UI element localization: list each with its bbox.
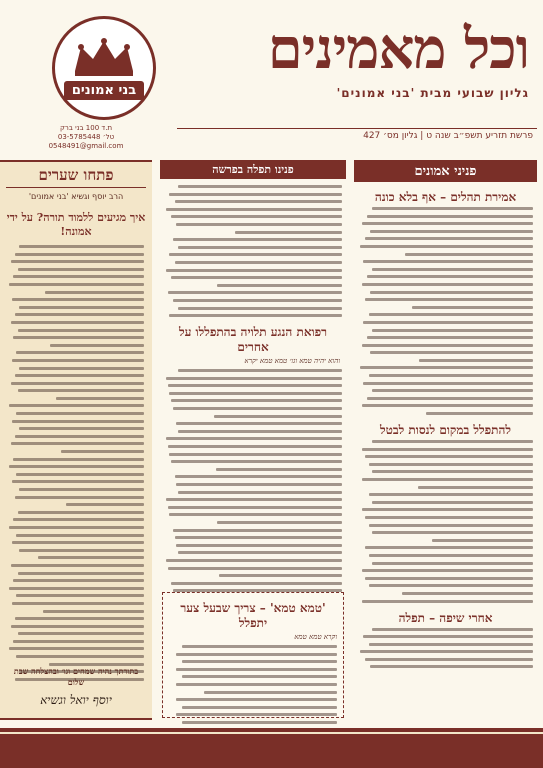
text-line <box>171 276 342 279</box>
text-line <box>369 524 534 527</box>
text-line <box>419 359 533 362</box>
right-column <box>354 160 537 720</box>
text-line <box>12 602 144 605</box>
text-line <box>217 284 342 287</box>
text-line <box>178 430 342 433</box>
text-line <box>367 397 533 400</box>
text-line <box>15 374 144 377</box>
center-section-2-quote: וקרא טמא טמא <box>294 633 337 641</box>
text-line <box>166 269 342 272</box>
text-line <box>372 531 533 534</box>
text-line <box>168 567 342 570</box>
text-line <box>166 377 342 380</box>
text-line <box>235 231 342 234</box>
center-boxed-section <box>162 592 344 718</box>
text-line <box>16 655 144 658</box>
text-line <box>9 587 144 590</box>
text-line <box>365 237 533 240</box>
text-line <box>182 706 337 709</box>
text-line <box>360 245 533 248</box>
text-line <box>363 321 533 324</box>
text-line <box>166 559 342 562</box>
text-line <box>367 275 533 278</box>
text-line <box>18 632 144 635</box>
text-line <box>178 491 342 494</box>
text-line <box>432 539 534 542</box>
text-line <box>369 493 534 496</box>
text-line <box>426 412 533 415</box>
text-line <box>11 564 144 567</box>
sidebar-body-text <box>8 245 144 681</box>
text-line <box>16 351 144 354</box>
text-line <box>61 450 144 453</box>
text-line <box>178 246 342 249</box>
text-line <box>176 668 337 671</box>
text-line <box>15 496 144 499</box>
text-line <box>166 437 342 440</box>
sidebar-title: פתחו שערים <box>6 162 146 188</box>
text-line <box>365 546 533 549</box>
text-line <box>402 592 533 595</box>
text-line <box>204 691 337 694</box>
center-section-1-title: רפואת הנגע תלויה בהתפללו על אחרים <box>178 325 328 355</box>
text-line <box>175 536 342 539</box>
text-line <box>13 640 144 643</box>
title-block <box>169 18 529 100</box>
text-line <box>362 404 534 407</box>
text-line <box>13 275 144 278</box>
text-line <box>12 359 144 362</box>
right-section-2-title: להתפלל במקום לנסות לבטל <box>380 423 511 438</box>
text-line <box>178 185 342 188</box>
text-line <box>173 299 342 302</box>
text-line <box>11 625 144 628</box>
text-line <box>369 463 534 466</box>
text-line <box>365 516 533 519</box>
text-line <box>178 307 342 310</box>
text-line <box>12 420 144 423</box>
text-line <box>9 647 144 650</box>
text-line <box>175 475 342 478</box>
text-line <box>38 556 144 559</box>
text-line <box>176 544 342 547</box>
text-line <box>372 628 533 631</box>
text-line <box>369 643 534 646</box>
text-line <box>370 351 533 354</box>
right-heading: פניני אמונים <box>354 160 537 182</box>
text-line <box>18 389 144 392</box>
text-line <box>217 521 342 524</box>
text-line <box>405 253 533 256</box>
text-line <box>176 653 337 656</box>
text-line <box>168 384 342 387</box>
text-line <box>9 283 144 286</box>
text-line <box>362 448 534 451</box>
text-line <box>13 458 144 461</box>
text-line <box>369 313 534 316</box>
text-line <box>19 488 144 491</box>
sidebar-question: איך מגיעים ללמוד תורה? על ידי אמונה! <box>6 211 146 238</box>
text-line <box>178 369 342 372</box>
text-line <box>365 455 533 458</box>
text-line <box>418 486 534 489</box>
text-line <box>16 412 144 415</box>
logo-text: בני אמונים <box>64 81 144 100</box>
crown-icon <box>71 37 137 77</box>
masthead <box>0 0 543 152</box>
center-heading: פנינו תפלה בפרשה <box>160 160 346 179</box>
contact-email: 0548491@gmail.com <box>48 142 124 150</box>
text-line <box>166 498 342 501</box>
text-line <box>362 478 534 481</box>
text-line <box>182 675 337 678</box>
text-line <box>360 366 533 369</box>
text-line <box>369 374 534 377</box>
sidebar-closing: בתורתך נהיה שמחים וגו׳ ובהצלחה שבת שלום <box>13 666 139 687</box>
footer-band <box>0 728 543 768</box>
text-line <box>362 600 534 603</box>
text-line <box>15 313 144 316</box>
center-section-2-title: 'טמא טמא' – צריך שבעל צער יתפלל <box>180 601 326 630</box>
text-line <box>412 306 533 309</box>
text-line <box>56 397 144 400</box>
text-line <box>363 635 533 638</box>
text-line <box>16 473 144 476</box>
text-line <box>18 572 144 575</box>
right-section-2-text <box>358 440 533 602</box>
text-line <box>372 562 533 565</box>
text-line <box>363 260 533 263</box>
text-line <box>12 541 144 544</box>
text-line <box>372 470 533 473</box>
text-line <box>13 336 144 339</box>
text-line <box>176 698 337 701</box>
text-line <box>12 298 144 301</box>
text-line <box>168 506 342 509</box>
text-line <box>175 200 342 203</box>
text-line <box>182 660 337 663</box>
text-line <box>50 344 144 347</box>
text-line <box>11 321 144 324</box>
text-line <box>372 268 533 271</box>
text-line <box>11 260 144 263</box>
text-line <box>15 617 144 620</box>
center-intro-text <box>164 185 342 317</box>
text-line <box>362 508 534 511</box>
text-line <box>12 480 144 483</box>
text-line <box>219 574 342 577</box>
text-line <box>182 721 337 724</box>
text-line <box>11 442 144 445</box>
text-line <box>370 230 533 233</box>
sidebar-byline: הרב יוסף וגשיא 'בני אמונים' <box>28 192 124 201</box>
text-line <box>171 215 342 218</box>
text-line <box>169 453 342 456</box>
text-line <box>360 650 533 653</box>
text-line <box>9 465 144 468</box>
text-line <box>11 382 144 385</box>
text-line <box>171 399 342 402</box>
text-line <box>173 529 342 532</box>
page-title: וכל מאמינים <box>267 16 529 82</box>
right-section-3-text <box>358 628 533 669</box>
text-line <box>19 427 144 430</box>
text-line <box>18 329 144 332</box>
text-line <box>168 291 342 294</box>
text-line <box>370 665 533 668</box>
text-line <box>173 407 342 410</box>
text-line <box>13 579 144 582</box>
text-line <box>45 291 144 294</box>
text-line <box>176 483 342 486</box>
text-line <box>362 569 534 572</box>
text-line <box>43 610 144 613</box>
text-line <box>372 440 533 443</box>
text-line <box>169 513 342 516</box>
text-line <box>9 526 144 529</box>
text-line <box>169 253 342 256</box>
text-line <box>171 582 342 585</box>
text-line <box>169 392 342 395</box>
text-line <box>171 460 342 463</box>
text-line <box>18 268 144 271</box>
footer-strip <box>0 732 543 734</box>
text-line <box>176 713 337 716</box>
contact-info <box>6 124 166 151</box>
text-line <box>19 549 144 552</box>
text-line <box>178 551 342 554</box>
text-line <box>363 382 533 385</box>
text-line <box>175 261 342 264</box>
text-line <box>176 422 342 425</box>
text-line <box>372 389 533 392</box>
text-line <box>18 511 144 514</box>
text-line <box>182 645 337 648</box>
text-line <box>176 683 337 686</box>
text-line <box>19 245 144 248</box>
text-line <box>16 534 144 537</box>
issue-info: פרשת תזריע תשפ״ב שנה ט | גליון מס׳ 427 <box>177 128 537 144</box>
text-line <box>19 306 144 309</box>
page-subtitle: גליון שבועי מבית 'בני אמונים' <box>336 86 529 100</box>
text-line <box>19 367 144 370</box>
text-line <box>367 336 533 339</box>
text-line <box>16 594 144 597</box>
text-line <box>15 253 144 256</box>
text-line <box>362 344 534 347</box>
text-line <box>168 445 342 448</box>
text-line <box>176 223 342 226</box>
text-line <box>372 207 533 210</box>
text-line <box>13 518 144 521</box>
text-line <box>169 193 342 196</box>
text-line <box>367 215 533 218</box>
text-line <box>216 468 342 471</box>
text-line <box>166 208 342 211</box>
text-line <box>214 415 342 418</box>
text-line <box>369 584 534 587</box>
text-line <box>9 404 144 407</box>
text-line <box>365 658 533 661</box>
center-section-1-quote: והוא יהיה טמא וגו׳ טמא טמא יקרא <box>244 357 340 366</box>
center-section-1-text <box>164 369 342 592</box>
logo-badge <box>52 16 156 120</box>
right-section-1-title: אמירת תהלים – אף בלא כונה <box>374 190 517 204</box>
center-section-2-text <box>169 645 337 732</box>
contact-phone: טל׳ 03-5785448 <box>57 133 115 141</box>
text-line <box>372 329 533 332</box>
text-line <box>362 283 534 286</box>
right-section-1-text <box>358 207 533 415</box>
contact-address: ת.ד 100 בני ברק <box>59 124 113 132</box>
text-line <box>372 501 533 504</box>
text-line <box>173 238 342 241</box>
right-section-3-title: אחרי שיפה – תפלה <box>398 610 493 625</box>
text-line <box>370 291 533 294</box>
center-column <box>160 160 346 720</box>
signature: יוסף יואל וגשיא <box>40 693 112 707</box>
text-line <box>365 577 533 580</box>
sidebar-column <box>0 160 152 720</box>
text-line <box>362 222 534 225</box>
text-line <box>169 314 342 317</box>
text-line <box>369 554 534 557</box>
text-line <box>365 298 533 301</box>
text-line <box>66 503 144 506</box>
text-line <box>15 435 144 438</box>
